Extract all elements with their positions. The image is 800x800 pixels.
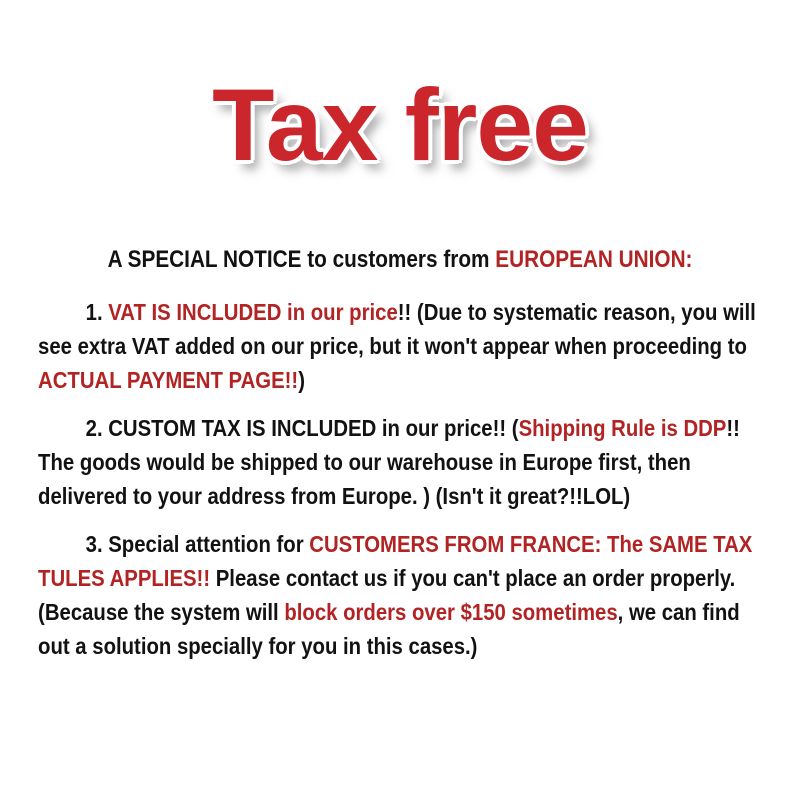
text-line — [38, 479, 762, 513]
text-line — [38, 295, 762, 329]
text-line — [38, 363, 762, 397]
body-text: !! — [726, 415, 740, 442]
text-line — [38, 561, 762, 595]
body-text: , we can find — [617, 599, 740, 626]
body-text: A SPECIAL NOTICE to customers from — [107, 246, 496, 274]
highlight-red-text: TULES APPLIES!! — [38, 565, 211, 592]
notice-heading — [38, 245, 762, 275]
paragraph-france-attention — [38, 527, 762, 663]
highlight-red-text: CUSTOMERS FROM FRANCE: The SAME TAX — [309, 531, 753, 558]
body-text: !! (Due to systematic reason, you will — [397, 299, 756, 326]
text-line — [38, 527, 762, 561]
text-line — [38, 445, 762, 479]
paragraph-vat-included — [38, 295, 762, 397]
highlight-red-text: ACTUAL PAYMENT PAGE!! — [38, 367, 299, 394]
text-line — [38, 329, 762, 363]
paragraph-custom-tax-included — [38, 411, 762, 513]
body-text: The goods would be shipped to our warehouse in Europe first, then — [38, 449, 691, 476]
tax-free-title: Tax free — [212, 68, 588, 182]
body-text: (Because the system will — [38, 599, 285, 626]
notice-body — [0, 245, 800, 663]
highlight-red-text: Shipping Rule is DDP — [518, 415, 727, 442]
body-text: 1. — [85, 299, 109, 326]
highlight-red-text: block orders over $150 sometimes — [284, 599, 618, 626]
body-text: Please contact us if you can't place an order properly. — [210, 565, 736, 592]
body-text: 2. CUSTOM TAX IS INCLUDED in our price!! ( — [85, 415, 519, 442]
text-line — [38, 411, 762, 445]
body-text: delivered to your address from Europe. ) (Isn't it great?!!LOL) — [38, 483, 631, 510]
body-text: 3. Special attention for — [85, 531, 310, 558]
body-text: see extra VAT added on our price, but it won't appear when proceeding to — [38, 333, 747, 360]
text-line — [38, 595, 762, 629]
body-text: out a solution specially for you in this cases.) — [38, 633, 478, 660]
text-line — [38, 629, 762, 663]
highlight-red-text: VAT IS INCLUDED in our price — [108, 299, 398, 326]
highlight-red-text: EUROPEAN UNION: — [495, 246, 693, 274]
body-text: ) — [298, 367, 305, 394]
